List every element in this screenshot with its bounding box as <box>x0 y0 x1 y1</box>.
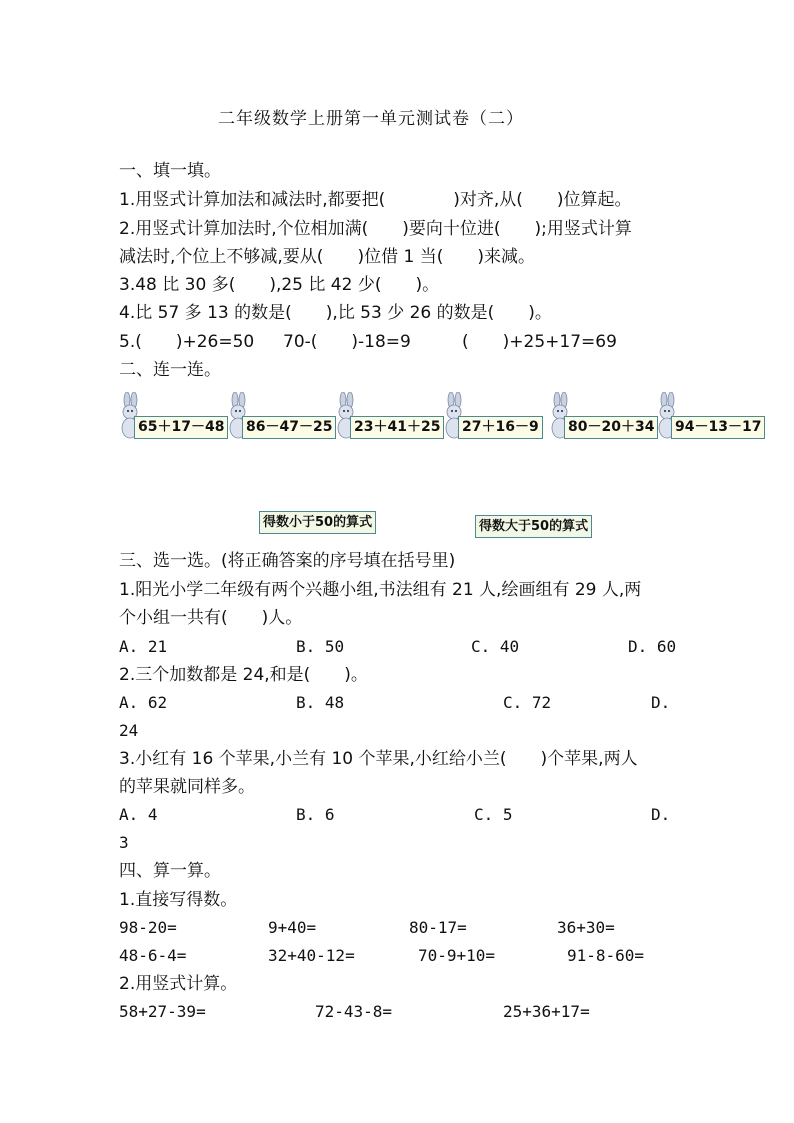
section4-heading: 四、算一算。 <box>119 861 221 881</box>
question-3-2: 2.三个加数都是 24,和是( )。 <box>119 665 368 685</box>
option-c: C. 40 <box>471 637 520 656</box>
calc-item: 80-17= <box>409 918 467 937</box>
question-1-5a: 5.( )+26=50 <box>119 332 255 352</box>
option-a: A. 21 <box>119 637 168 656</box>
calc-item: 58+27-39= <box>119 1002 206 1021</box>
question-1-3: 3.48 比 30 多( ),25 比 42 少( )。 <box>119 275 440 295</box>
category-greater-than-50[interactable]: 得数大于50的算式 <box>475 515 592 538</box>
calc-item: 9+40= <box>268 918 317 937</box>
page-title: 二年级数学上册第一单元测试卷（二） <box>218 109 524 129</box>
option-d-value: 24 <box>119 721 139 740</box>
calc-item: 91-8-60= <box>567 946 645 965</box>
section1-heading: 一、填一填。 <box>119 161 221 181</box>
expression-box[interactable]: 23＋41＋25 <box>350 416 444 439</box>
expression-box[interactable]: 65＋17－48 <box>134 416 228 439</box>
option-a: A. 4 <box>119 805 158 824</box>
question-1-4: 4.比 57 多 13 的数是( ),比 53 少 26 的数是( )。 <box>119 303 552 323</box>
option-d: D. <box>651 693 671 712</box>
question-1-5b: 70-( )-18=9 <box>283 332 411 352</box>
expression-box[interactable]: 27＋16－9 <box>458 416 543 439</box>
option-d: D. 60 <box>628 637 677 656</box>
question-3-1b: 个小组一共有( )人。 <box>119 608 303 628</box>
section2-heading: 二、连一连。 <box>119 360 221 380</box>
calc-item: 72-43-8= <box>315 1002 393 1021</box>
calc-item: 48-6-4= <box>119 946 187 965</box>
calc-item: 98-20= <box>119 918 177 937</box>
option-c: C. 72 <box>503 693 552 712</box>
calc-item: 25+36+17= <box>503 1002 590 1021</box>
option-b: B. 6 <box>296 805 335 824</box>
calc-item: 70-9+10= <box>418 946 496 965</box>
question-1-2a: 2.用竖式计算加法时,个位相加满( )要向十位进( );用竖式计算 <box>119 219 632 239</box>
calc-item: 32+40-12= <box>268 946 355 965</box>
subsection-4-2: 2.用竖式计算。 <box>119 974 238 994</box>
question-3-1a: 1.阳光小学二年级有两个兴趣小组,书法组有 21 人,绘画组有 29 人,两 <box>119 580 642 600</box>
option-b: B. 48 <box>296 693 345 712</box>
option-b: B. 50 <box>296 637 345 656</box>
option-d-value: 3 <box>119 833 129 852</box>
question-1-5c: ( )+25+17=69 <box>462 332 617 352</box>
expression-box[interactable]: 80－20＋34 <box>564 416 658 439</box>
question-3-3b: 的苹果就同样多。 <box>119 777 255 797</box>
expression-box[interactable]: 94－13－17 <box>671 416 765 439</box>
option-c: C. 5 <box>474 805 513 824</box>
expression-box[interactable]: 86－47－25 <box>242 416 336 439</box>
subsection-4-1: 1.直接写得数。 <box>119 890 238 910</box>
section3-heading: 三、选一选。(将正确答案的序号填在括号里) <box>119 551 456 571</box>
question-1-2b: 减法时,个位上不够减,要从( )位借 1 当( )来减。 <box>119 247 535 267</box>
option-d: D. <box>651 805 671 824</box>
category-less-than-50[interactable]: 得数小于50的算式 <box>259 511 376 534</box>
question-1-1: 1.用竖式计算加法和减法时,都要把( )对齐,从( )位算起。 <box>119 190 632 210</box>
calc-item: 36+30= <box>557 918 615 937</box>
option-a: A. 62 <box>119 693 168 712</box>
question-3-3a: 3.小红有 16 个苹果,小兰有 10 个苹果,小红给小兰( )个苹果,两人 <box>119 749 638 769</box>
